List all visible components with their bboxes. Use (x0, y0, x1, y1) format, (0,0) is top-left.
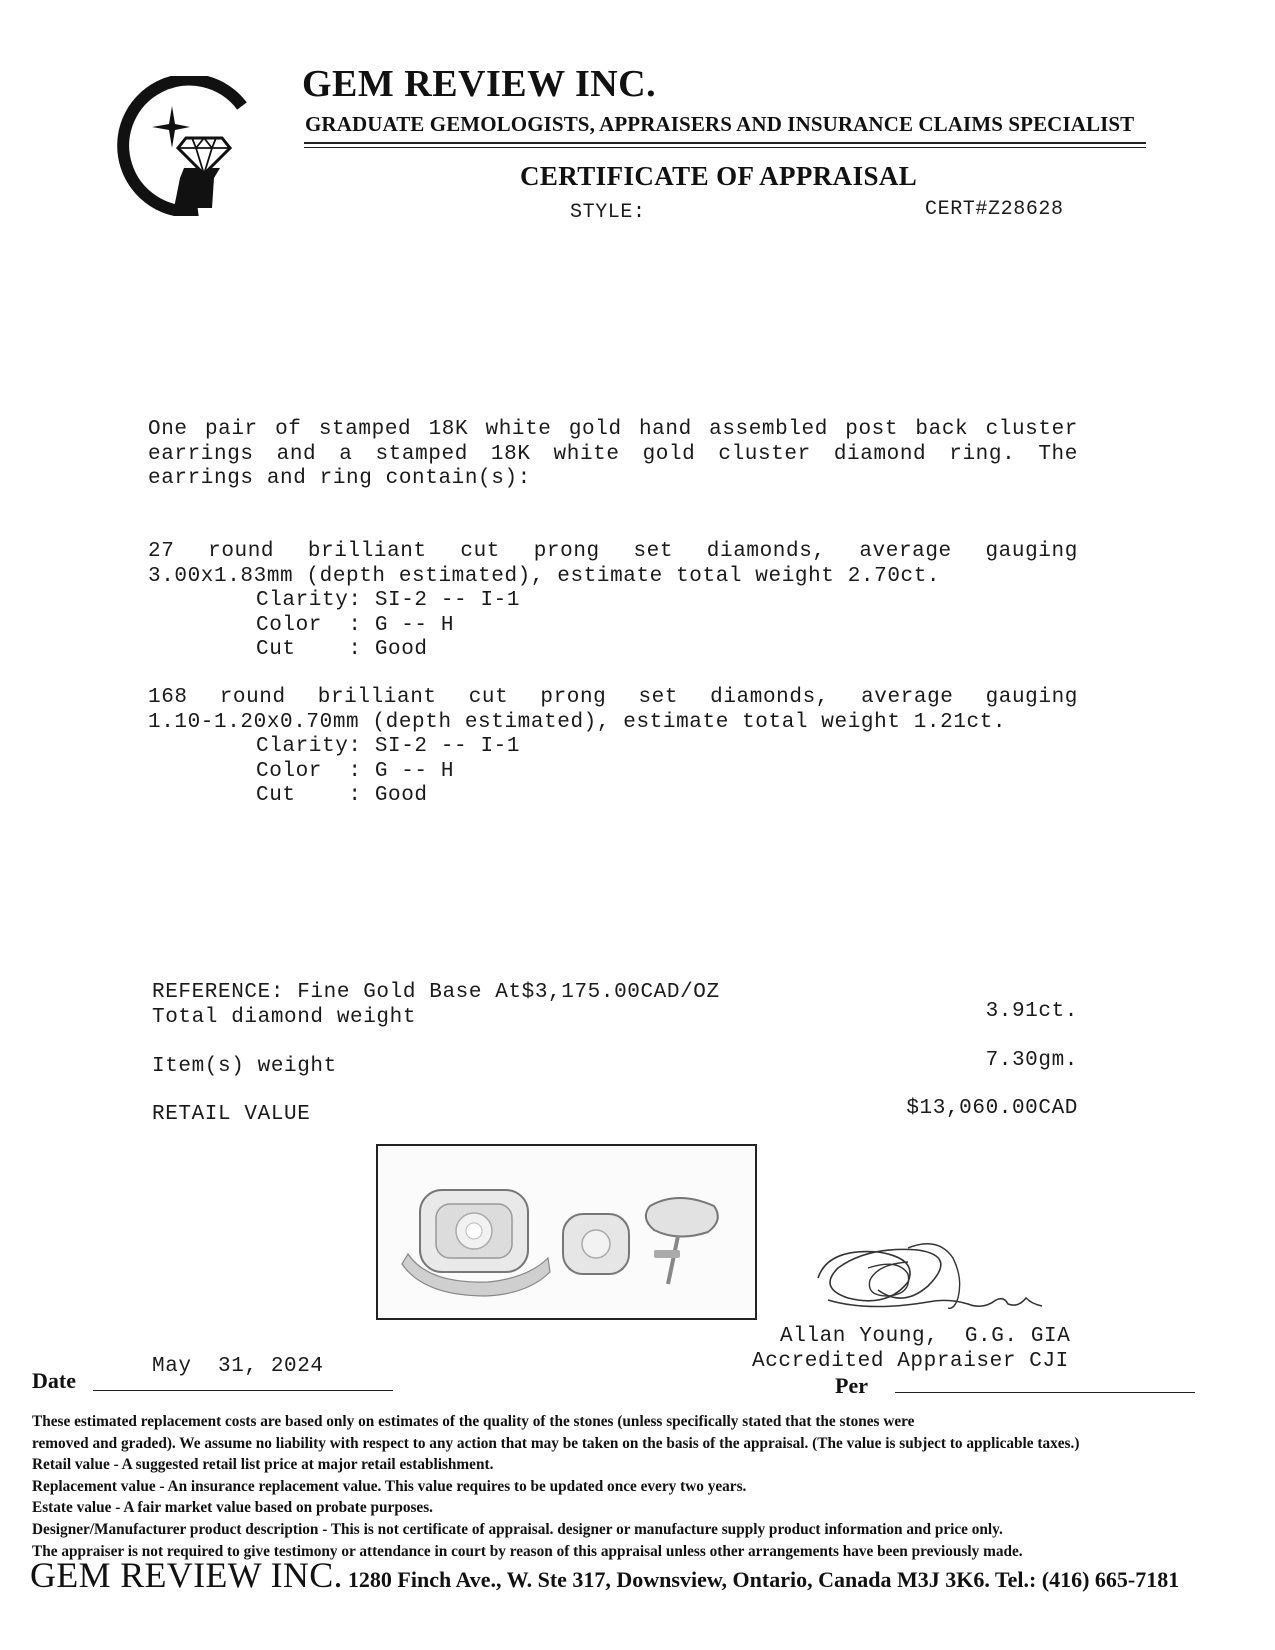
retail-value-label: RETAIL VALUE (152, 1103, 311, 1126)
spec-color: Color : G -- H (256, 759, 455, 783)
total-diamond-value: 3.91ct. (985, 1000, 1078, 1023)
per-signature-line (895, 1392, 1195, 1393)
header-rule (304, 142, 1146, 144)
description-line: earrings and ring contain(s): (148, 467, 531, 490)
stone-specs-1 (256, 589, 520, 663)
footer-company-name: GEM REVIEW INC. (30, 1555, 343, 1595)
appraisal-date: May 31, 2024 (152, 1355, 324, 1378)
stone-line: 27 round brilliant cut prong set diamonds, average gauging (148, 540, 1078, 563)
spec-clarity: Clarity : SI-2 -- I-1 (256, 589, 521, 612)
disclaimer-line: These estimated replacement costs are based only on estimates of the quality of the stones (unless specifically stated that the stones were (32, 1413, 915, 1430)
disclaimer-line: removed and graded). We assume no liability with respect to any action that may be taken on the basis of the appraisal. (The value is subject to applicable taxes.) (32, 1434, 1080, 1452)
style-label: STYLE: (570, 201, 646, 224)
stone-line: 168 round brilliant cut prong set diamonds, average gauging (148, 686, 1078, 709)
item-weight-label: Item(s) weight (152, 1055, 337, 1078)
stone-group-2 (148, 686, 1078, 735)
stone-line: 1.10-1.20x0.70mm (depth estimated), estimate total weight 1.21ct. (148, 710, 1007, 734)
stone-specs-2 (256, 735, 520, 809)
disclaimer (32, 1411, 1252, 1562)
cert-number: CERT#Z28628 (925, 198, 1064, 221)
item-weight-value: 7.30gm. (985, 1049, 1078, 1072)
description-line: earrings and a stamped 18K white gold cluster diamond ring. The (148, 442, 1078, 466)
disclaimer-line: Designer/Manufacturer product description - This is not certificate of appraisal. designer or manufacture supply product information and price only. (32, 1520, 1003, 1538)
per-label: Per (835, 1373, 868, 1398)
appraiser-signature (808, 1238, 1048, 1318)
disclaimer-line: Retail value - A suggested retail list price at major retail establishment. (32, 1456, 494, 1474)
gold-reference: REFERENCE: Fine Gold Base At$3,175.00CAD/OZ (152, 981, 720, 1004)
description-line: One pair of stamped 18K white gold hand assembled post back cluster (148, 418, 1078, 441)
disclaimer-line: Replacement value - An insurance replacement value. This value requires to be updated once every two years. (32, 1477, 747, 1495)
jewelry-image-icon (378, 1146, 755, 1318)
certificate-title: CERTIFICATE OF APPRAISAL (520, 161, 918, 191)
stone-line: 3.00x1.83mm (depth estimated), estimate total weight 2.70ct. (148, 564, 941, 588)
appraiser-name: Allan Young, G.G. GIA (780, 1325, 1071, 1348)
appraiser-accreditation: Accredited Appraiser CJI (752, 1350, 1069, 1373)
header-rule-thin (304, 147, 1146, 148)
footer-address: 1280 Finch Ave., W. Ste 317, Downsview, Ontario, Canada M3J 3K6. Tel.: (416) 665-7181 (347, 1567, 1180, 1592)
gem-review-logo-icon (112, 76, 252, 216)
date-label: Date (32, 1368, 76, 1393)
retail-value-amount: $13,060.00CAD (906, 1097, 1078, 1120)
date-line (93, 1390, 393, 1391)
spec-cut: Cut : Good (256, 638, 428, 661)
stone-group-1 (148, 540, 1078, 589)
spec-clarity: Clarity : SI-2 -- I-1 (256, 735, 521, 758)
total-diamond-label: Total diamond weight (152, 1006, 417, 1029)
company-name: GEM REVIEW INC. (302, 63, 657, 105)
item-description (148, 418, 1078, 492)
spec-cut: Cut : Good (256, 784, 428, 807)
spec-color: Color : G -- H (256, 613, 455, 637)
footer (30, 1554, 1179, 1596)
disclaimer-line: Estate value - A fair market value based on probate purposes. (32, 1499, 433, 1517)
company-tagline: GRADUATE GEMOLOGISTS, APPRAISERS AND INSURANCE CLAIMS SPECIALIST (305, 112, 1135, 136)
jewelry-photo (376, 1144, 757, 1320)
disclaimer-line: The appraiser is not required to give testimony or attendance in court by reason of this appraisal unless other arrangements have been previously made. (32, 1542, 1023, 1560)
